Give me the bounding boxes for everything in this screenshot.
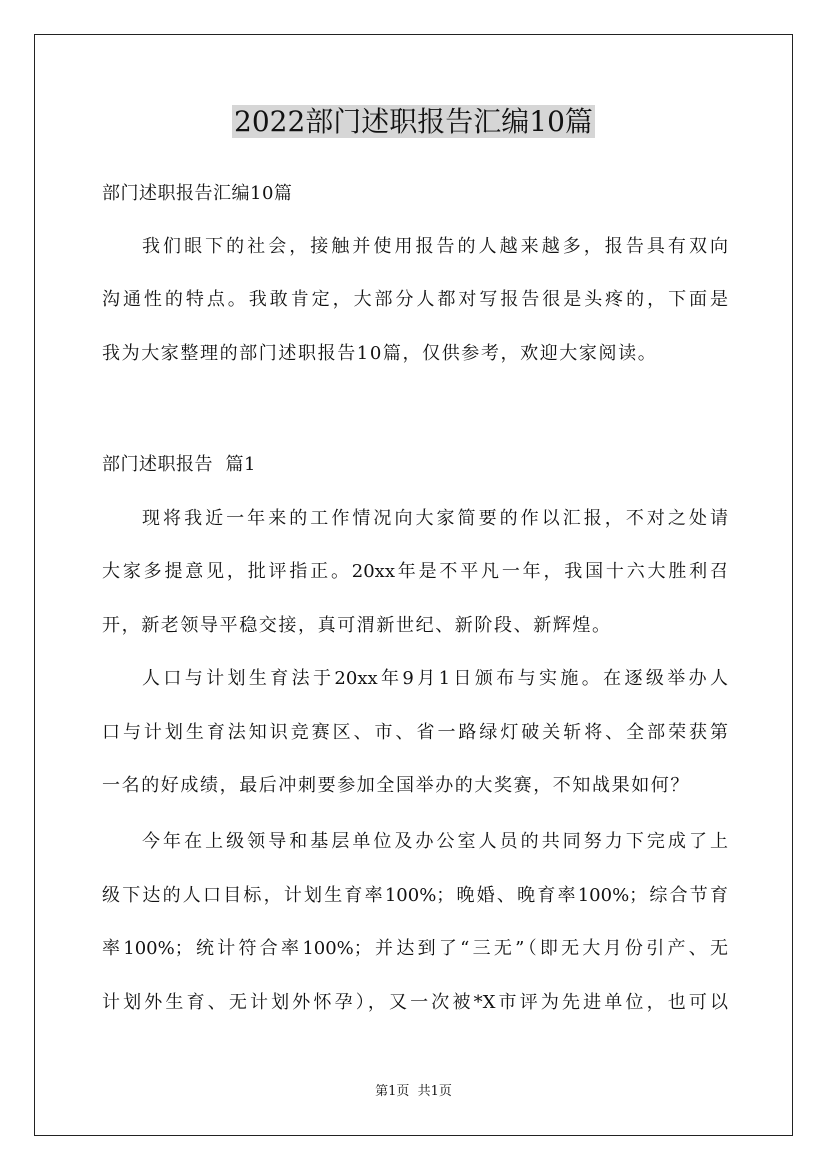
paragraph1-line-3: 开，新老领导平稳交接，真可渭新世纪、新阶段、新辉煌。 <box>102 615 612 636</box>
paragraph2-line-2: 口与计划生育法知识竞赛区、市、省一路绿灯破关斩将、全部荣获第 <box>102 722 728 743</box>
document-subtitle: 部门述职报告汇编10篇 <box>102 183 293 204</box>
intro-line-2: 沟通性的特点。我敢肯定，大部分人都对写报告很是头疼的，下面是 <box>102 289 728 310</box>
intro-line-1: 我们眼下的社会，接触并使用报告的人越来越多，报告具有双向 <box>142 236 728 257</box>
paragraph2-line-3: 一名的好成绩，最后冲刺要参加全国举办的大奖赛，不知战果如何？ <box>102 775 690 796</box>
paragraph3-line-1: 今年在上级领导和基层单位及办公室人员的共同努力下完成了上 <box>142 831 728 852</box>
paragraph1-line-1: 现将我近一年来的工作情况向大家简要的作以汇报，不对之处请 <box>142 508 728 529</box>
title-text: 2022部门述职报告汇编10篇 <box>234 105 593 138</box>
paragraph3-line-4: 计划外生育、无计划外怀孕），又一次被*X市评为先进单位，也可以 <box>102 992 728 1013</box>
intro-line-3: 我为大家整理的部门述职报告10篇，仅供参考，欢迎大家阅读。 <box>102 343 658 364</box>
paragraph2-line-1: 人口与计划生育法于20xx年9月1日颁布与实施。在逐级举办人 <box>142 668 728 689</box>
page-indicator: 第1页 共1页 <box>375 1084 452 1099</box>
paragraph1-line-2: 大家多提意见，批评指正。20xx年是不平凡一年，我国十六大胜利召 <box>102 561 728 582</box>
paragraph3-line-3: 率100%；统计符合率100%；并达到了“三无”（即无大月份引产、无 <box>102 938 728 959</box>
document-title <box>0 100 827 144</box>
section-heading: 部门述职报告 篇1 <box>102 454 256 475</box>
paragraph3-line-2: 级下达的人口目标，计划生育率100%；晚婚、晚育率100%；综合节育 <box>102 885 728 906</box>
